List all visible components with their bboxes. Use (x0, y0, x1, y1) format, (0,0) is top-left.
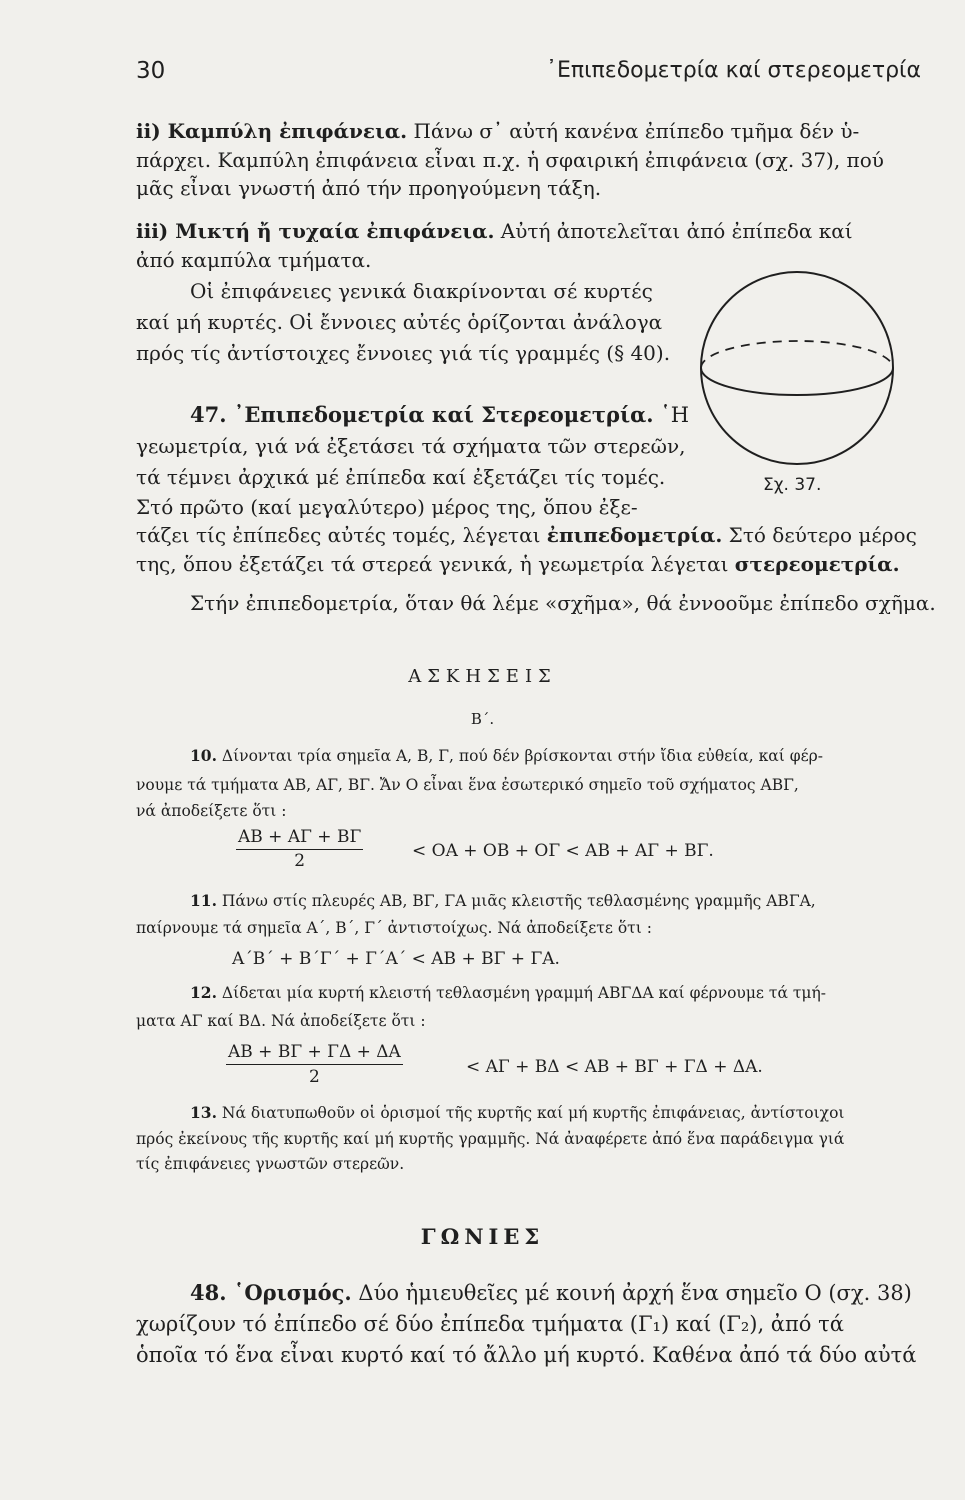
text-line: 48. ῾Ορισμός. Δύο ἡμιευθεῖες μέ κοινή ἀρχή ἕνα σημεῖο Ο (σχ. 38) (190, 1280, 912, 1305)
text-line: ii) Καμπύλη ἐπιφάνεια. Πάνω σ᾿ αὐτή κανένα ἐπίπεδο τμῆμα δέν ὑ- (136, 119, 860, 143)
exercise-line: νουμε τά τμήματα ΑΒ, ΑΓ, ΒΓ. Ἄν Ο εἶναι ἕνα ἐσωτερικό σημεῖο τοῦ σχήματος ΑΒΓ, (136, 776, 799, 794)
inequality: < ΟΑ + ΟΒ + ΟΓ < ΑΒ + ΑΓ + ΒΓ. (412, 841, 714, 861)
exercise-line: 13. Νά διατυπωθοῦν οἱ ὁρισμοί τῆς κυρτῆς καί μή κυρτῆς ἐπιφάνειας, ἀντίστοιχοι (190, 1103, 845, 1122)
figure-caption: Σχ. 37. (763, 475, 822, 495)
exercise-line: 10. Δίνονται τρία σημεῖα Α, Β, Γ, πού δέν βρίσκονται στήν ἴδια εὐθεία, καί φέρ- (190, 746, 823, 765)
section-heading: 47. ᾿Επιπεδομετρία καί Στερεομετρία. (190, 402, 654, 427)
text-line: Στό πρῶτο (καί μεγαλύτερο) μέρος της, ὅπου ἐξε- (136, 495, 638, 519)
text-line: χωρίζουν τό ἐπίπεδο σέ δύο ἐπίπεδα τμήματα (Γ₁) καί (Γ₂), ἀπό τά (136, 1312, 844, 1336)
fraction: $\frac{AB + B\Gamma + \Gamma\Delta + \Delta A}{2}$ (228, 1042, 401, 1087)
section-heading: ii) Καμπύλη ἐπιφάνεια. (136, 119, 408, 143)
text-line: ἀπό καμπύλα τμήματα. (136, 248, 372, 272)
text-line: Οἱ ἐπιφάνειες γενικά διακρίνονται σέ κυρτές (190, 279, 653, 303)
sphere-diagram-icon (690, 268, 904, 468)
chapter-title: ΓΩΝΙΕΣ (420, 1224, 545, 1249)
text-line: πρός τίς ἀντίστοιχες ἔννοιες γιά τίς γραμμές (§ 40). (136, 341, 671, 365)
exercise-line: 12. Δίδεται μία κυρτή κλειστή τεθλασμένη γραμμή ΑΒΓΔΑ καί φέρνουμε τά τμή- (190, 983, 827, 1002)
exercise-line: πρός ἐκείνους τῆς κυρτῆς καί μή κυρτῆς γραμμῆς. Νά ἀναφέρετε ἀπό ἕνα παράδειγμα γιά (136, 1130, 845, 1148)
text-line: καί μή κυρτές. Οἱ ἔννοιες αὐτές ὁρίζονται ἀνάλογα (136, 310, 663, 334)
text-line: μᾶς εἶναι γνωστή ἀπό τήν προηγούμενη τάξη. (136, 176, 602, 200)
section-heading: iii) Μικτή ἤ τυχαία ἐπιφάνεια. (136, 219, 495, 243)
exercise-line: νά ἀποδείξετε ὅτι : (136, 802, 287, 820)
exercise-line: τίς ἐπιφάνειες γνωστῶν στερεῶν. (136, 1155, 405, 1173)
text-line: Στήν ἐπιπεδομετρία, ὅταν θά λέμε «σχῆμα», θά ἐννοοῦμε ἐπίπεδο σχῆμα. (190, 591, 936, 615)
text-line: τά τέμνει ἀρχικά μέ ἐπίπεδα καί ἐξετάζει τίς τομές. (136, 465, 666, 489)
page-number: 30 (136, 58, 166, 84)
text-line: της, ὅπου ἐξετάζει τά στερεά γενικά, ἡ γεωμετρία λέγεται στερεομετρία. (136, 552, 900, 576)
text-line: τάζει τίς ἐπίπεδες αὐτές τομές, λέγεται ἐπιπεδομετρία. Στό δεύτερο μέρος (136, 523, 917, 547)
formula: Α΄Β΄ + Β΄Γ΄ + Γ΄Α΄ < ΑΒ + ΒΓ + ΓΑ. (232, 949, 560, 969)
running-title: ᾿Επιπεδομετρία καί στερεομετρία (545, 58, 921, 83)
exercise-line: παίρνουμε τά σημεῖα Α΄, Β΄, Γ΄ ἀντιστοίχως. Νά ἀποδείξετε ὅτι : (136, 919, 652, 937)
fraction: $\frac{AB + A\Gamma + B\Gamma}{2}$ (238, 827, 362, 871)
term-bold: ἐπιπεδομετρία. (546, 523, 723, 547)
text-line: πάρχει. Καμπύλη ἐπιφάνεια εἶναι π.χ. ἡ σφαιρική ἐπιφάνεια (σχ. 37), πού (136, 148, 884, 172)
text-line: 47. ᾿Επιπεδομετρία καί Στερεομετρία. ῾Η (190, 402, 690, 427)
section-heading: 48. ῾Ορισμός. (190, 1280, 352, 1305)
exercise-line: 11. Πάνω στίς πλευρές ΑΒ, ΒΓ, ΓΑ μιᾶς κλειστῆς τεθλασμένης γραμμῆς ΑΒΓΑ, (190, 891, 816, 910)
term-bold: στερεομετρία. (734, 552, 900, 576)
text-line: ὁποῖα τό ἕνα εἶναι κυρτό καί τό ἄλλο μή κυρτό. Καθένα ἀπό τά δύο αὐτά (136, 1343, 917, 1367)
exercise-line: ματα ΑΓ καί ΒΔ. Νά ἀποδείξετε ὅτι : (136, 1012, 426, 1030)
text-line: iii) Μικτή ἤ τυχαία ἐπιφάνεια. Αὐτή ἀποτελεῖται ἀπό ἐπίπεδα καί (136, 219, 853, 243)
inequality: < ΑΓ + ΒΔ < ΑΒ + ΒΓ + ΓΔ + ΔΑ. (466, 1057, 763, 1077)
exercises-subtitle: Β΄. (470, 710, 495, 728)
exercises-title: ΑΣΚΗΣΕΙΣ (408, 666, 557, 687)
text-line: γεωμετρία, γιά νά ἐξετάσει τά σχήματα τῶν στερεῶν, (136, 434, 686, 458)
